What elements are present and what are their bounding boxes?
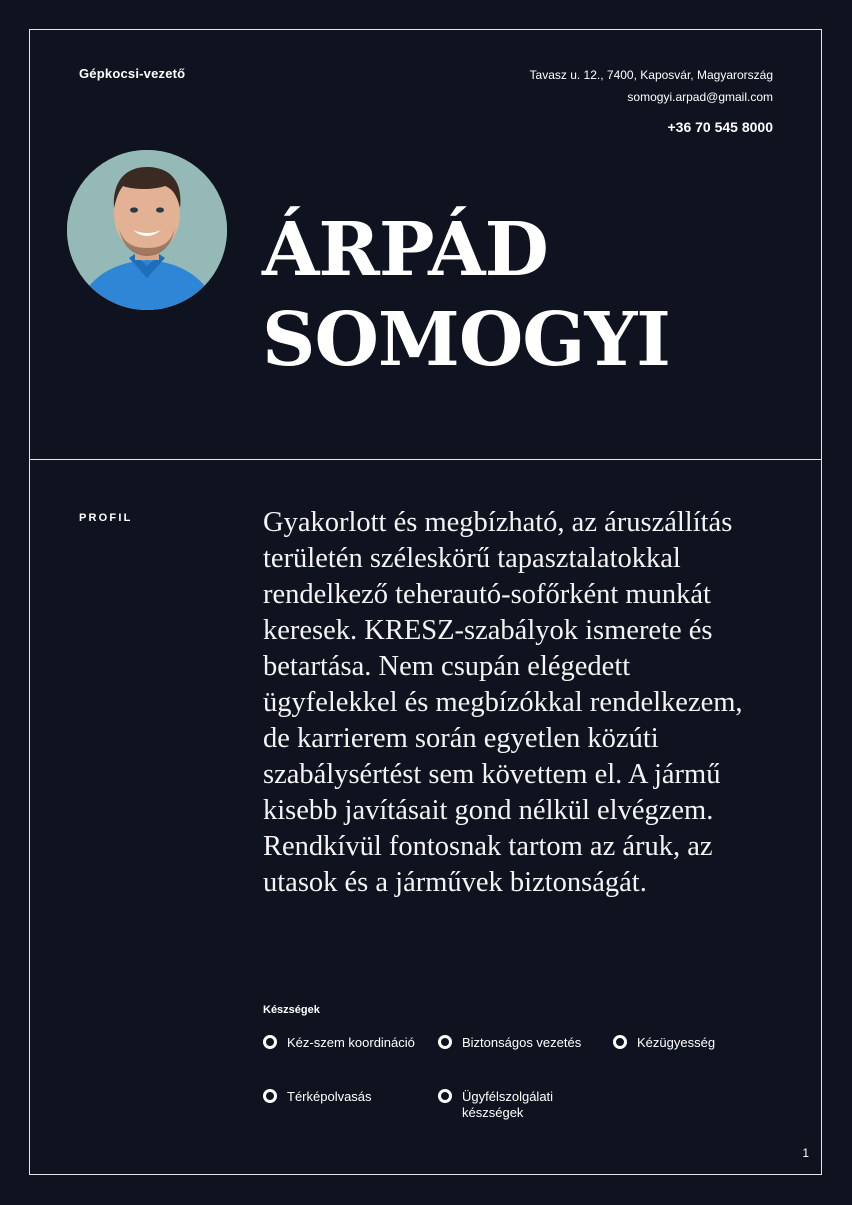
portrait-image <box>67 150 227 310</box>
email: somogyi.arpad@gmail.com <box>627 90 773 104</box>
contact-block <box>530 64 773 138</box>
last-name: SOMOGYI <box>262 297 670 383</box>
profile-text: Gyakorlott és megbízható, az áruszállítás területén széleskörű tapasztalatokkal rendelkező teherautó-sofőrként munkát keresek. KRESZ-szabályok ismerete és betartása. Nem csupán elégedett ügyfelekkel és megbízókkal rendelkezem, de karrierem során egyetlen közúti szabálysértést sem követtem el. A jármű kisebb javításait gond nélkül elvégzem. Rendkívül fontosnak tartom az áruk, az utasok és a járművek biztonságát. <box>263 507 743 898</box>
skills-heading: Készségek <box>263 1004 320 1016</box>
skill-item <box>613 1035 773 1051</box>
first-name: ÁRPÁD <box>262 207 548 293</box>
skill-item <box>263 1089 423 1105</box>
section-divider <box>29 459 822 460</box>
address: Tavasz u. 12., 7400, Kaposvár, Magyarország <box>529 68 773 82</box>
full-name <box>262 205 670 385</box>
bullet-circle-icon <box>263 1035 277 1049</box>
skill-item <box>438 1089 598 1121</box>
bullet-circle-icon <box>438 1035 452 1049</box>
job-title: Gépkocsi-vezető <box>79 66 186 81</box>
skill-label: Térképolvasás <box>287 1089 372 1104</box>
skill-label: Kéz-szem koordináció <box>287 1035 415 1050</box>
skill-label: Biztonságos vezetés <box>462 1035 582 1050</box>
bullet-circle-icon <box>438 1089 452 1103</box>
bullet-circle-icon <box>613 1035 627 1049</box>
profile-photo <box>67 150 227 310</box>
bullet-circle-icon <box>263 1089 277 1103</box>
page-number: 1 <box>802 1146 809 1160</box>
skill-label: Kézügyesség <box>637 1035 716 1050</box>
skill-item <box>263 1035 423 1051</box>
profile-label: PROFIL <box>79 512 133 524</box>
skill-item <box>438 1035 598 1051</box>
phone: +36 70 545 8000 <box>667 119 773 135</box>
skill-label: Ügyfélszolgálati készségek <box>462 1089 554 1120</box>
